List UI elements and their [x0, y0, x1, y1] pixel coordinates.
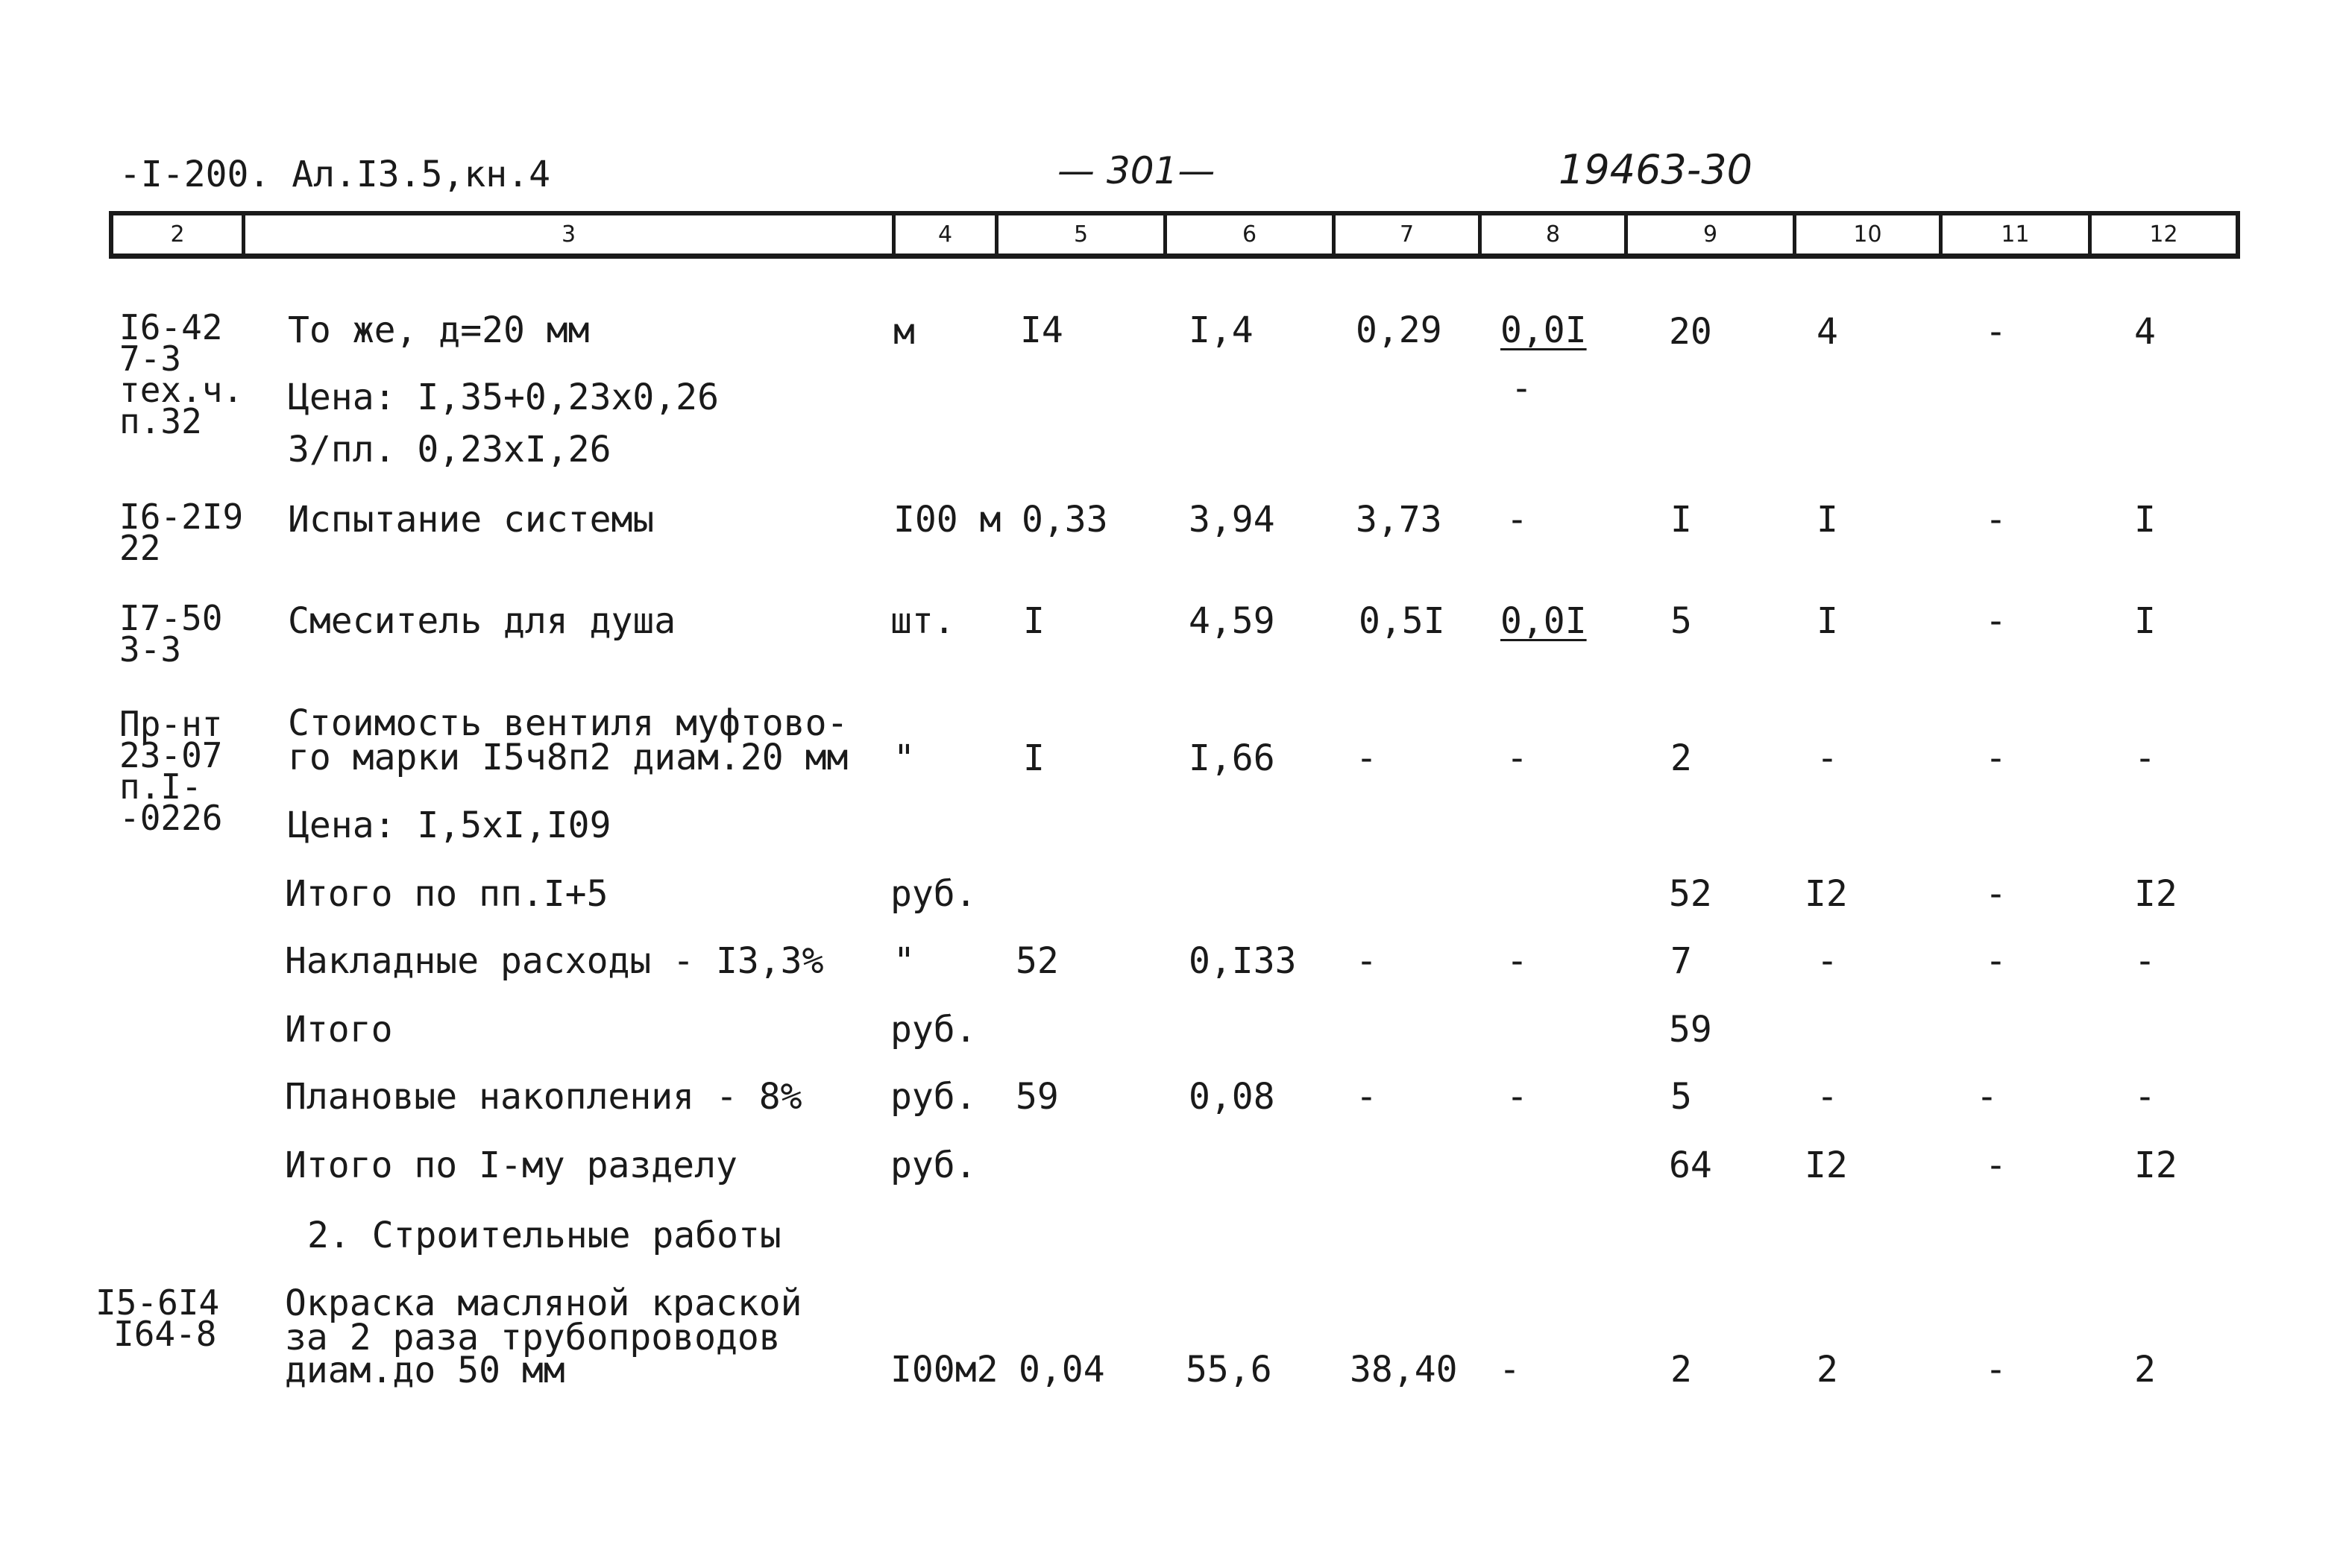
- row-col8: -: [1499, 1349, 1520, 1391]
- row-col10: I: [1817, 499, 1838, 541]
- row-col9: 7: [1670, 940, 1692, 982]
- row-unit: ": [893, 940, 915, 982]
- row-col9: 2: [1670, 737, 1692, 779]
- row-col7: -: [1356, 940, 1377, 982]
- row-col11: -: [1985, 873, 2007, 915]
- row-description: Накладные расходы - I3,3%: [285, 940, 824, 982]
- row-col12: 4: [2134, 311, 2156, 353]
- row-code: I7-50 3-3: [119, 598, 223, 670]
- row-col9: 20: [1669, 311, 1712, 353]
- row-unit: ": [893, 737, 915, 779]
- column-number: 9: [1624, 215, 1793, 254]
- row-description: Цена: I,5хI,I09: [288, 805, 611, 846]
- row-description: за 2 раза трубопроводов: [285, 1317, 781, 1358]
- page-reference: -I-200. Ал.I3.5,кн.4: [119, 154, 550, 195]
- row-description: То же, д=20 мм: [288, 309, 590, 351]
- row-code: I5-6I4 I64-8: [95, 1282, 220, 1354]
- row-col12: 2: [2134, 1349, 2156, 1391]
- row-description: Итого по I-му разделу: [285, 1144, 738, 1186]
- row-col7: 0,5I: [1359, 600, 1445, 642]
- row-description: Итого: [285, 1009, 393, 1051]
- row-col6: I,66: [1189, 737, 1275, 779]
- row-description: Стоимость вентиля муфтово-: [288, 702, 849, 744]
- row-col11: -: [1985, 1144, 2007, 1186]
- row-description: го марки I5ч8п2 диам.20 мм: [288, 737, 849, 778]
- row-col5: I: [1023, 737, 1045, 779]
- column-number: 8: [1478, 215, 1624, 254]
- row-code: I6-42 7-3 тех.ч. п.32: [119, 307, 244, 441]
- row-description: диам.до 50 мм: [285, 1350, 565, 1391]
- row-col7: -: [1356, 737, 1377, 779]
- column-number: 11: [1939, 215, 2088, 254]
- section-title: 2. Строительные работы: [307, 1215, 781, 1256]
- column-number: 10: [1793, 215, 1939, 254]
- row-col9: 59: [1669, 1009, 1712, 1051]
- row-description: З/пл. 0,23хI,26: [288, 429, 611, 470]
- row-col10: 2: [1817, 1349, 1838, 1391]
- row-col5: 52: [1016, 940, 1059, 982]
- row-col6: 0,I33: [1189, 940, 1297, 982]
- row-col11: -: [1976, 1076, 1998, 1118]
- row-col8: -: [1506, 1076, 1528, 1118]
- row-col12: -: [2134, 737, 2156, 779]
- row-col10: -: [1817, 737, 1838, 779]
- row-col8: -: [1506, 940, 1528, 982]
- row-code: I6-2I9 22: [119, 497, 244, 568]
- column-number: 4: [892, 215, 995, 254]
- row-col6: 0,08: [1189, 1076, 1275, 1118]
- row-unit: руб.: [890, 1076, 977, 1118]
- row-col5: 0,33: [1022, 499, 1108, 541]
- row-unit: I00м2: [890, 1349, 998, 1391]
- row-col12: I2: [2134, 873, 2177, 915]
- column-number: 3: [242, 215, 892, 254]
- row-unit: руб.: [890, 1009, 977, 1051]
- row-col10: I: [1817, 600, 1838, 642]
- row-col10: 4: [1817, 311, 1838, 353]
- row-description: Окраска масляной краской: [285, 1282, 802, 1324]
- row-col12: -: [2134, 940, 2156, 982]
- row-col6: 55,6: [1186, 1349, 1272, 1391]
- row-col12: I: [2134, 499, 2156, 541]
- row-col9: 5: [1670, 1076, 1692, 1118]
- row-col9: 52: [1669, 873, 1712, 915]
- row-unit: м: [893, 311, 915, 353]
- row-col11: -: [1985, 1349, 2007, 1391]
- row-col9: 2: [1670, 1349, 1692, 1391]
- row-description: Плановые накопления - 8%: [285, 1076, 802, 1118]
- row-unit: I00 м: [893, 499, 1001, 541]
- row-col12: I2: [2134, 1144, 2177, 1186]
- row-col8: 0,0I: [1500, 309, 1587, 351]
- row-unit: руб.: [890, 873, 977, 915]
- row-col11: -: [1985, 499, 2007, 541]
- row-col5: 0,04: [1019, 1349, 1105, 1391]
- row-col7: 3,73: [1356, 499, 1442, 541]
- row-col9: 64: [1669, 1144, 1712, 1186]
- column-number-bar: [109, 211, 2240, 259]
- row-col7: 38,40: [1350, 1349, 1458, 1391]
- row-col8: -: [1506, 737, 1528, 779]
- column-number: 7: [1332, 215, 1478, 254]
- row-col5: I: [1023, 600, 1045, 642]
- row-description: Цена: I,35+0,23х0,26: [288, 377, 719, 418]
- row-col5: I4: [1020, 309, 1063, 351]
- row-description: Смеситель для душа: [288, 600, 676, 642]
- row-col12: -: [2134, 1076, 2156, 1118]
- row-col6: 3,94: [1189, 499, 1275, 541]
- row-col8: 0,0I: [1500, 600, 1587, 642]
- row-col8: -: [1506, 499, 1528, 541]
- column-number: 6: [1163, 215, 1332, 254]
- row-col12: I: [2134, 600, 2156, 642]
- row-description: Итого по пп.I+5: [285, 873, 608, 915]
- row-col9: 5: [1670, 600, 1692, 642]
- row-col8-sub: -: [1511, 368, 1532, 409]
- row-col10: -: [1817, 1076, 1838, 1118]
- row-col10: I2: [1805, 873, 1848, 915]
- row-col6: I,4: [1189, 309, 1254, 351]
- row-col11: -: [1985, 311, 2007, 353]
- row-col10: -: [1817, 940, 1838, 982]
- column-number: 12: [2088, 215, 2236, 254]
- row-unit: шт.: [890, 600, 955, 642]
- row-col5: 59: [1016, 1076, 1059, 1118]
- column-number: 2: [170, 221, 185, 248]
- row-col10: I2: [1805, 1144, 1848, 1186]
- row-unit: руб.: [890, 1144, 977, 1186]
- row-col11: -: [1985, 737, 2007, 779]
- row-col9: I: [1670, 499, 1692, 541]
- row-col6: 4,59: [1189, 600, 1275, 642]
- column-number: 5: [995, 215, 1163, 254]
- row-col7: 0,29: [1356, 309, 1442, 351]
- page-number: — 301—: [1057, 149, 1215, 192]
- row-col7: -: [1356, 1076, 1377, 1118]
- document-number: 19463-30: [1559, 146, 1752, 193]
- row-description: Испытание системы: [288, 499, 655, 541]
- row-col11: -: [1985, 600, 2007, 642]
- row-col11: -: [1985, 940, 2007, 982]
- row-code: Пр-нт 23-07 п.I- -0226: [119, 704, 223, 838]
